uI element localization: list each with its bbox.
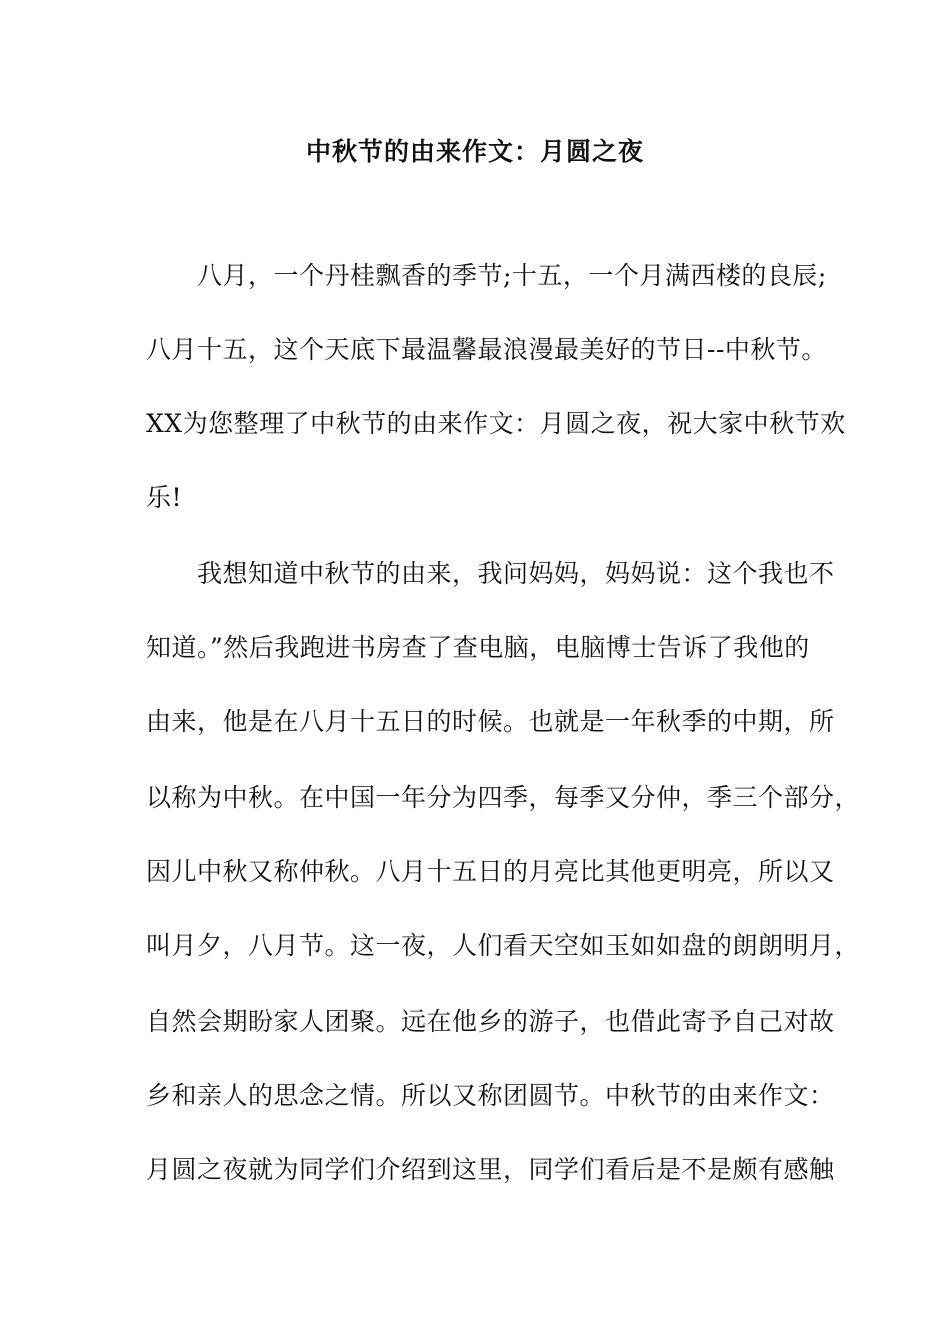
text-line: 由来，他是在八月十五日的时候。也就是一年秋季的中期，所 xyxy=(146,707,835,736)
text-line: 以称为中秋。在中国一年分为四季，每季又分仲，季三个部分， xyxy=(146,783,861,812)
text-line: XX为您整理了中秋节的由来作文：月圆之夜，祝大家中秋节欢 xyxy=(146,409,846,438)
text-line: 知道。”然后我跑进书房查了查电脑，电脑博士告诉了我他的 xyxy=(146,633,810,662)
text-line: 自然会期盼家人团聚。远在他乡的游子，也借此寄予自己对故 xyxy=(146,1007,835,1036)
text-line: 乡和亲人的思念之情。所以又称团圆节。中秋节的由来作文： xyxy=(146,1081,835,1110)
text-line: 乐! xyxy=(146,483,183,512)
text-line: 八月，一个丹桂飘香的季节;十五，一个月满西楼的良辰; xyxy=(146,261,827,290)
text-line: 我想知道中秋节的由来，我问妈妈，妈妈说：这个我也不 xyxy=(146,559,835,588)
text-line: 八月十五，这个天底下最温馨最浪漫最美好的节日--中秋节。 xyxy=(146,335,827,364)
text-line: 叫月夕，八月节。这一夜，人们看天空如玉如如盘的朗朗明月， xyxy=(146,931,861,960)
document-title: 中秋节的由来作文：月圆之夜 xyxy=(305,137,644,166)
text-line: 因儿中秋又称仲秋。八月十五日的月亮比其他更明亮，所以又 xyxy=(146,857,835,886)
text-line: 月圆之夜就为同学们介绍到这里，同学们看后是不是颇有感触 xyxy=(146,1155,835,1184)
